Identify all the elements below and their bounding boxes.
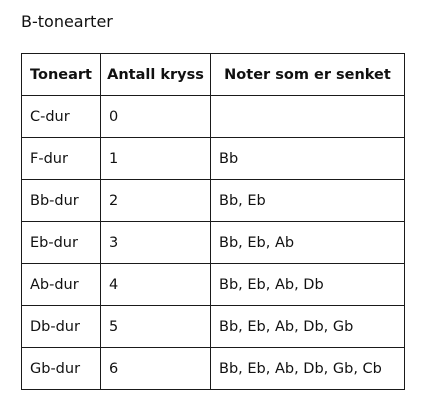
key-name-cell: F-dur (22, 138, 101, 180)
table-row (22, 180, 405, 222)
accidental-count-cell: 6 (101, 348, 211, 390)
lowered-notes-cell: Bb, Eb, Ab, Db (211, 264, 405, 306)
key-name-cell: Ab-dur (22, 264, 101, 306)
accidental-count-cell: 1 (101, 138, 211, 180)
table-row (22, 306, 405, 348)
key-name-cell: C-dur (22, 96, 101, 138)
key-name-cell: Gb-dur (22, 348, 101, 390)
accidental-count-cell: 3 (101, 222, 211, 264)
key-name-cell: Db-dur (22, 306, 101, 348)
lowered-notes-cell: Bb, Eb, Ab, Db, Gb (211, 306, 405, 348)
accidental-count-cell: 4 (101, 264, 211, 306)
page-title: B-tonearter (21, 12, 113, 31)
lowered-notes-cell: Bb, Eb, Ab, Db, Gb, Cb (211, 348, 405, 390)
key-name-cell: Bb-dur (22, 180, 101, 222)
lowered-notes-cell: Bb, Eb, Ab (211, 222, 405, 264)
table-row (22, 264, 405, 306)
table-header-row (22, 54, 405, 96)
lowered-notes-cell: Bb, Eb (211, 180, 405, 222)
column-header-antall-kryss: Antall kryss (101, 54, 211, 96)
table-row (22, 96, 405, 138)
accidental-count-cell: 0 (101, 96, 211, 138)
key-signature-table (21, 53, 405, 390)
table-row (22, 138, 405, 180)
column-header-toneart: Toneart (22, 54, 101, 96)
table-row (22, 222, 405, 264)
accidental-count-cell: 2 (101, 180, 211, 222)
table-row (22, 348, 405, 390)
accidental-count-cell: 5 (101, 306, 211, 348)
key-name-cell: Eb-dur (22, 222, 101, 264)
lowered-notes-cell: Bb (211, 138, 405, 180)
lowered-notes-cell (211, 96, 405, 138)
column-header-noter-senket: Noter som er senket (211, 54, 405, 96)
